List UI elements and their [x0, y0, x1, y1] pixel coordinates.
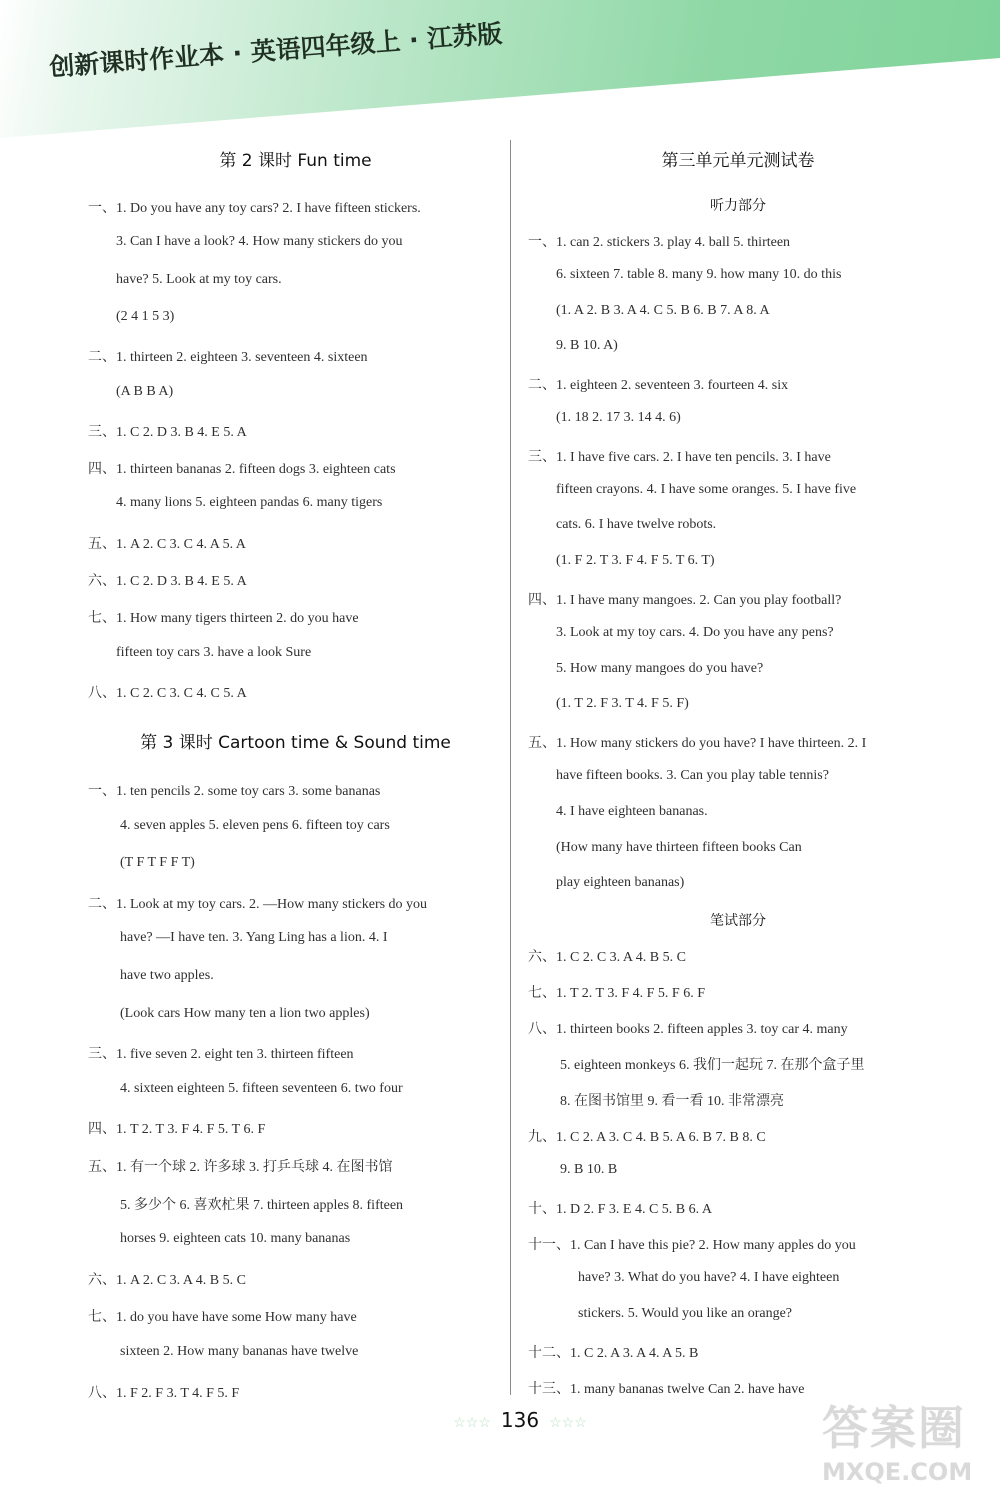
answer-line: 二、1. Look at my toy cars. 2. —How many stickers do you	[88, 896, 428, 912]
star-decoration-left: ☆☆☆	[453, 1416, 491, 1431]
answer-line: 五、1. A 2. C 3. C 4. A 5. A	[88, 536, 246, 552]
book-title: 创新课时作业本 · 英语四年级上 · 江苏版	[48, 18, 504, 82]
answer-line: 一、1. Do you have any toy cars? 2. I have fifteen stickers.	[88, 201, 421, 216]
watermark	[822, 1392, 992, 1486]
answer-line: 八、1. F 2. F 3. T 4. F 5. F	[88, 1385, 240, 1401]
answer-line: 十一、1. Can I have this pie? 2. How many apples do you	[528, 1238, 856, 1253]
answer-line: 十、1. D 2. F 3. E 4. C 5. B 6. A	[528, 1202, 712, 1217]
answer-line: 十二、1. C 2. A 3. A 4. A 5. B	[528, 1346, 699, 1361]
answer-line: (T F T F F T)	[120, 855, 195, 871]
answer-line: 6. sixteen 7. table 8. many 9. how many 10. do this	[556, 266, 842, 282]
answer-line: sixteen 2. How many bananas have twelve	[120, 1344, 359, 1359]
writing-title: 笔试部分	[710, 913, 766, 929]
answer-line: 4. seven apples 5. eleven pens 6. fifteen toy cars	[120, 817, 390, 833]
answer-line: (How many have thirteen fifteen books Can	[556, 839, 802, 855]
answer-line: 六、1. A 2. C 3. A 4. B 5. C	[88, 1272, 246, 1288]
answer-line: (1. F 2. T 3. F 4. F 5. T 6. T)	[556, 553, 715, 569]
answer-line: stickers. 5. Would you like an orange?	[578, 1306, 793, 1321]
answer-line: 十三、1. many bananas twelve Can 2. have have	[528, 1382, 805, 1397]
answer-line: 三、1. I have five cars. 2. I have ten pencils. 3. I have	[528, 449, 831, 465]
answer-line: (1. A 2. B 3. A 4. C 5. B 6. B 7. A 8. A	[556, 302, 770, 318]
answer-line: 4. many lions 5. eighteen pandas 6. many tigers	[116, 495, 383, 511]
answer-line: have fifteen books. 3. Can you play table tennis?	[556, 768, 829, 783]
star-decoration-right: ☆☆☆	[549, 1416, 587, 1431]
answer-line: cats. 6. I have twelve robots.	[556, 517, 717, 533]
listening-title: 听力部分	[710, 198, 766, 214]
answer-line: 4. I have eighteen bananas.	[556, 803, 708, 819]
answer-line: 9. B 10. A)	[556, 338, 618, 354]
answer-line: 二、1. thirteen 2. eighteen 3. seventeen 4. sixteen	[88, 350, 368, 366]
answer-line: 二、1. eighteen 2. seventeen 3. fourteen 4. six	[528, 378, 789, 394]
answer-line: have? 5. Look at my toy cars.	[116, 271, 282, 287]
answer-line: 六、1. C 2. D 3. B 4. E 5. A	[88, 574, 247, 589]
answer-line: 5. 多少个 6. 喜欢杧果 7. thirteen apples 8. fifteen	[120, 1197, 404, 1213]
answer-line: (2 4 1 5 3)	[116, 308, 175, 324]
answer-line: 五、1. 有一个球 2. 许多球 3. 打乒乓球 4. 在图书馆	[88, 1160, 393, 1175]
answer-line: horses 9. eighteen cats 10. many bananas	[120, 1231, 351, 1247]
answer-line: (1. T 2. F 3. T 4. F 5. F)	[556, 696, 689, 712]
answer-line: play eighteen bananas)	[556, 875, 685, 891]
answer-line: 三、1. C 2. D 3. B 4. E 5. A	[88, 424, 247, 440]
answer-line: 三、1. five seven 2. eight ten 3. thirteen fifteen	[88, 1047, 354, 1063]
answer-line: 4. sixteen eighteen 5. fifteen seventeen 6. two four	[120, 1080, 403, 1096]
answer-line: (Look cars How many ten a lion two apples)	[120, 1005, 370, 1021]
answer-line: 四、1. thirteen bananas 2. fifteen dogs 3. eighteen cats	[88, 462, 396, 478]
answer-line: 四、1. T 2. T 3. F 4. F 5. T 6. F	[88, 1122, 266, 1138]
lesson-2-title: 第 2 课时 Fun time	[219, 151, 372, 171]
watermark-url: MXQE.COM	[822, 1458, 973, 1486]
column-divider	[510, 140, 511, 1395]
watermark-logo: 答案圈	[822, 1401, 966, 1455]
answer-line: 3. Can I have a look? 4. How many stickers do you	[116, 234, 403, 250]
answer-line: (A B B A)	[116, 383, 174, 399]
answer-line: 七、1. do you have have some How many have	[88, 1310, 357, 1326]
answer-line: have two apples.	[120, 968, 214, 983]
answer-line: 八、1. C 2. C 3. C 4. C 5. A	[88, 685, 247, 701]
answer-line: 七、1. How many tigers thirteen 2. do you have	[88, 611, 359, 627]
lesson-3-title: 第 3 课时 Cartoon time & Sound time	[140, 733, 451, 753]
answer-line: fifteen toy cars 3. have a look Sure	[116, 644, 312, 660]
answer-line: (1. 18 2. 17 3. 14 4. 6)	[556, 410, 681, 425]
unit-test-title: 第三单元单元测试卷	[661, 151, 815, 171]
answer-line: 8. 在图书馆里 9. 看一看 10. 非常漂亮	[560, 1094, 784, 1109]
answer-line: 5. eighteen monkeys 6. 我们一起玩 7. 在那个盒子里	[560, 1058, 865, 1073]
answer-line: 四、1. I have many mangoes. 2. Can you play football?	[528, 593, 842, 608]
answer-line: 八、1. thirteen books 2. fifteen apples 3. toy car 4. many	[528, 1022, 848, 1037]
answer-line: 七、1. T 2. T 3. F 4. F 5. F 6. F	[528, 986, 705, 1001]
answer-line: 一、1. ten pencils 2. some toy cars 3. some bananas	[88, 784, 381, 799]
page-number: 136	[500, 1408, 540, 1432]
answer-line: fifteen crayons. 4. I have some oranges. 5. I have five	[556, 481, 857, 497]
answer-line: 5. How many mangoes do you have?	[556, 660, 764, 676]
page-footer	[420, 1408, 620, 1440]
answer-line: 五、1. How many stickers do you have? I have thirteen. 2. I	[528, 736, 867, 752]
answer-line: have? 3. What do you have? 4. I have eighteen	[578, 1270, 840, 1285]
answer-line: 3. Look at my toy cars. 4. Do you have any pens?	[556, 624, 834, 640]
answer-line: 九、1. C 2. A 3. C 4. B 5. A 6. B 7. B 8. C	[528, 1130, 766, 1145]
answer-line: 一、1. can 2. stickers 3. play 4. ball 5. thirteen	[528, 235, 791, 250]
answer-line: have? —I have ten. 3. Yang Ling has a lion. 4. I	[120, 930, 388, 946]
answer-line: 六、1. C 2. C 3. A 4. B 5. C	[528, 950, 686, 965]
answer-line: 9. B 10. B	[560, 1162, 618, 1177]
